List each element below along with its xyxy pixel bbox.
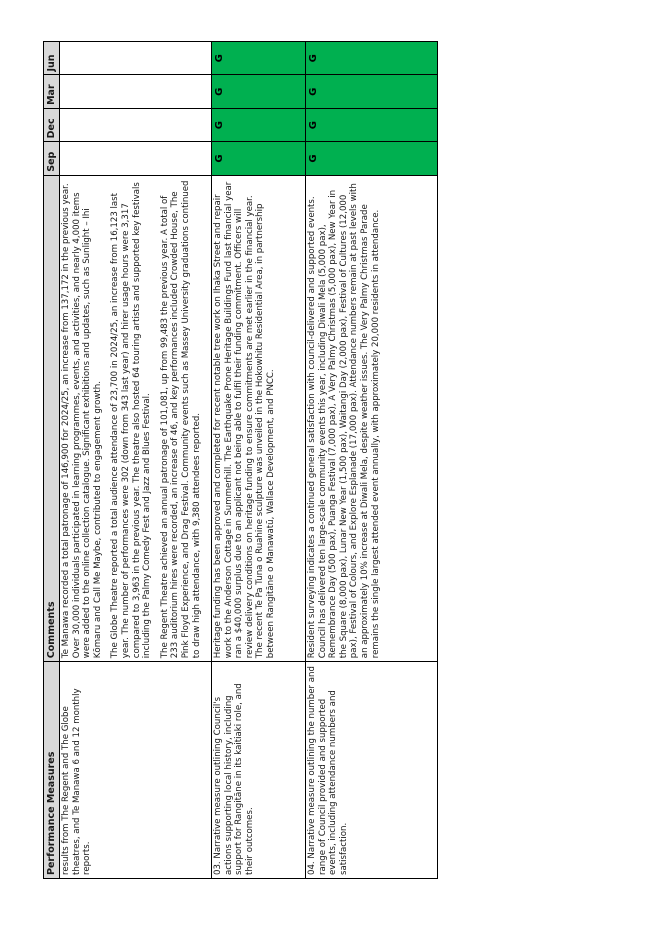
status-badge: G [214,154,225,163]
status-jun [60,42,212,76]
measure-cell: 04. Narrative measure outlining the number and range of Council provided and supported events, including attendance numbers and satisfaction. [306,662,438,879]
comment-paragraph: The Globe Theatre reported a total audience attendance of 23,700 in 2024/25, an increase from 16,123 last year. The number of performances were 302 (down from 343 last year) and hirer usage hours were 3,317 compared to 3,963 in the previous year. The theatre also hosted 64 touring artists and supported key festivals including the Palmy Comedy Fest and Jazz and Blues Festival. [110,182,153,659]
measure-cell: results from The Regent and The Globe theatres, and Te Manawa 6 and 12 monthly reports. [60,662,212,879]
status-badge: G [308,54,319,63]
status-dec [60,108,212,141]
table-row [212,42,306,879]
comments-cell [60,175,212,661]
status-jun [306,42,438,76]
rotated-table-container [43,41,470,879]
status-mar [306,75,438,108]
table-row [306,42,438,879]
table-header-row [44,42,60,879]
status-mar [60,75,212,108]
status-badge: G [308,154,319,163]
status-badge: G [214,54,225,63]
status-badge: G [214,121,225,130]
comment-paragraph: The Regent Theatre achieved an annual patronage of 101,081, up from 99,483 the previous year. A total of 233 auditorium hires were recorded, an increase of 46, and key performances included Crowded House, The Pink Floyd Experience, and Drag Festival. Community events such as Massey University graduations continued to draw high attendance, with 9,380 attendees reported. [159,180,202,659]
status-badge: G [308,121,319,130]
header-performance-measures: Performance Measures [44,662,60,879]
header-sep: Sep [44,142,60,175]
performance-measures-table [43,41,438,879]
comment-paragraph: Resident surveying indicates a continued general satisfaction with council-delivered and supported events. Council has delivered ten large-scale community events this year, including Diwali Mela (5,000 pax), Remembrance Day (500 pax), Puanga Festival (7,000 pax), A Very Palmy Christmas (5,000 pax), New Year in the Square (8,000 pax), Lunar New Year (1,500 pax), Waitangi Day (2,000 pax), Festival of Cultures (12,000 pax), Festival of Colours, and Explore Esplanade (17,000 pax). Attendance numbers remain at past levels with an approximately 10% increase at Diwali Mela, despite weather issues. The Very Palmy Christmas Parade remains the single largest attended event annually, with approximately 20,000 residents in attendance. [307,183,381,659]
comments-cell [212,175,306,661]
header-comments: Comments [44,175,60,661]
table-row [60,42,212,879]
status-badge: G [214,87,225,96]
status-dec [212,108,306,141]
comment-paragraph: Heritage funding has been approved and completed for recent notable tree work on Ihaka Street and repair work to the Anderson Cottage in Summerhill. The Earthquake Prone Heritage Buildings Fund last financial year ran a $40,000 surplus due to an applicant not being able to fulfil their funding commitment. Officers will review delivery conditions on heritage funding to ensure commitments are met earlier in the financial year. The recent Te Pa Tuna o Ruahine sculpture was unveiled in the Hokowhitu Residential Area, in partnership between Rangitāne o Manawatū, Wallace Development, and PNCC. [213,181,276,659]
status-sep [212,142,306,175]
comments-cell [306,175,438,661]
header-mar: Mar [44,75,60,108]
header-dec: Dec [44,108,60,141]
status-sep [60,142,212,175]
status-badge: G [308,87,319,96]
comment-paragraph: Te Manawa recorded a total patronage of 146,900 for 2024/25, an increase from 137,172 in the previous year. Over 30,000 individuals participated in learning programmes, events, and activities, and nearly 4,000 items were added to the online collection catalogue. Significant exhibitions and updates, such as Sunlight – Ihi Kōmaru and Call Me Maybe, contributed to engagement growth. [61,183,103,659]
status-jun [212,42,306,76]
measure-cell: 03. Narrative measure outlining Council's actions supporting local history, including support for Rangitāne in its kaitiaki role, and their outcomes. [212,662,306,879]
status-sep [306,142,438,175]
header-jun: Jun [44,42,60,76]
status-mar [212,75,306,108]
status-dec [306,108,438,141]
